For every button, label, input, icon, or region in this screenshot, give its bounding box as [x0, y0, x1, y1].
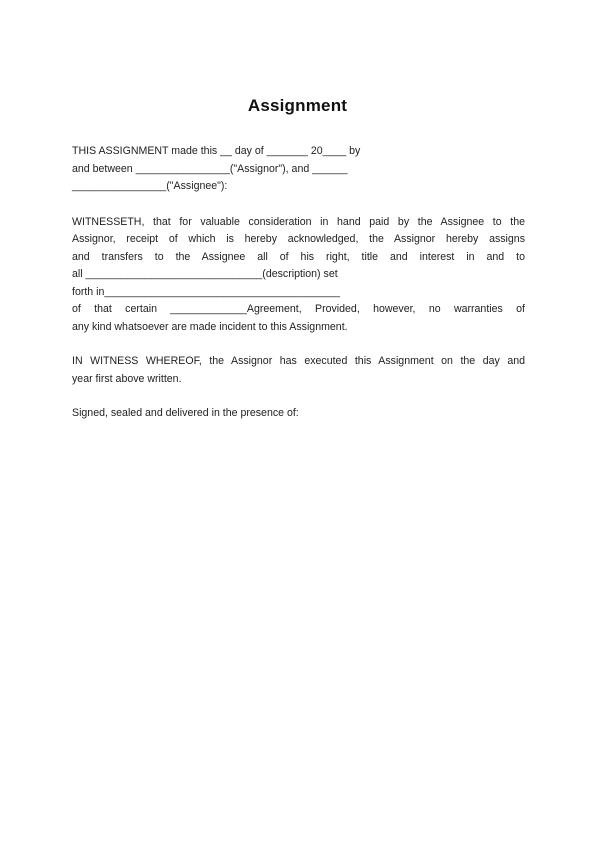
paragraph-line: and transfers to the Assignee all of his right, title and interest in and to	[72, 250, 525, 263]
paragraph-line: ________________("Assignee"):	[72, 180, 228, 192]
paragraph-spacer	[72, 336, 525, 353]
document-title: Assignment	[247, 96, 348, 115]
paragraph-line: forth in________________________________________	[72, 285, 341, 298]
paragraph-line: THIS ASSIGNMENT made this __ day of _______ 20____ by	[72, 145, 361, 157]
paragraph-spacer	[72, 196, 525, 214]
paragraph-line: all ______________________________(description) set	[72, 268, 338, 280]
paragraph-line: WITNESSETH, that for valuable consideration in hand paid by the Assignee to the	[72, 215, 525, 228]
paragraph-line: of that certain _____________Agreement, Provided, however, no warranties of	[72, 303, 525, 315]
paragraph-spacer	[72, 388, 525, 405]
document-body	[72, 143, 525, 423]
paragraph-signed	[72, 405, 525, 423]
paragraph-parties	[72, 143, 525, 196]
paragraph-witnesseth	[72, 214, 525, 337]
paragraph-line: any kind whatsoever are made incident to this Assignment.	[72, 320, 348, 333]
paragraph-line: Assignor, receipt of which is hereby acknowledged, the Assignor hereby assigns	[72, 233, 525, 245]
paragraph-in-witness	[72, 353, 525, 388]
paragraph-line: and between ________________("Assignor"), and ______	[72, 162, 348, 175]
paragraph-line: IN WITNESS WHEREOF, the Assignor has executed this Assignment on the day and	[72, 355, 525, 367]
paragraph-line: Signed, sealed and delivered in the presence of:	[72, 407, 299, 419]
paragraph-line: year first above written.	[72, 372, 182, 385]
